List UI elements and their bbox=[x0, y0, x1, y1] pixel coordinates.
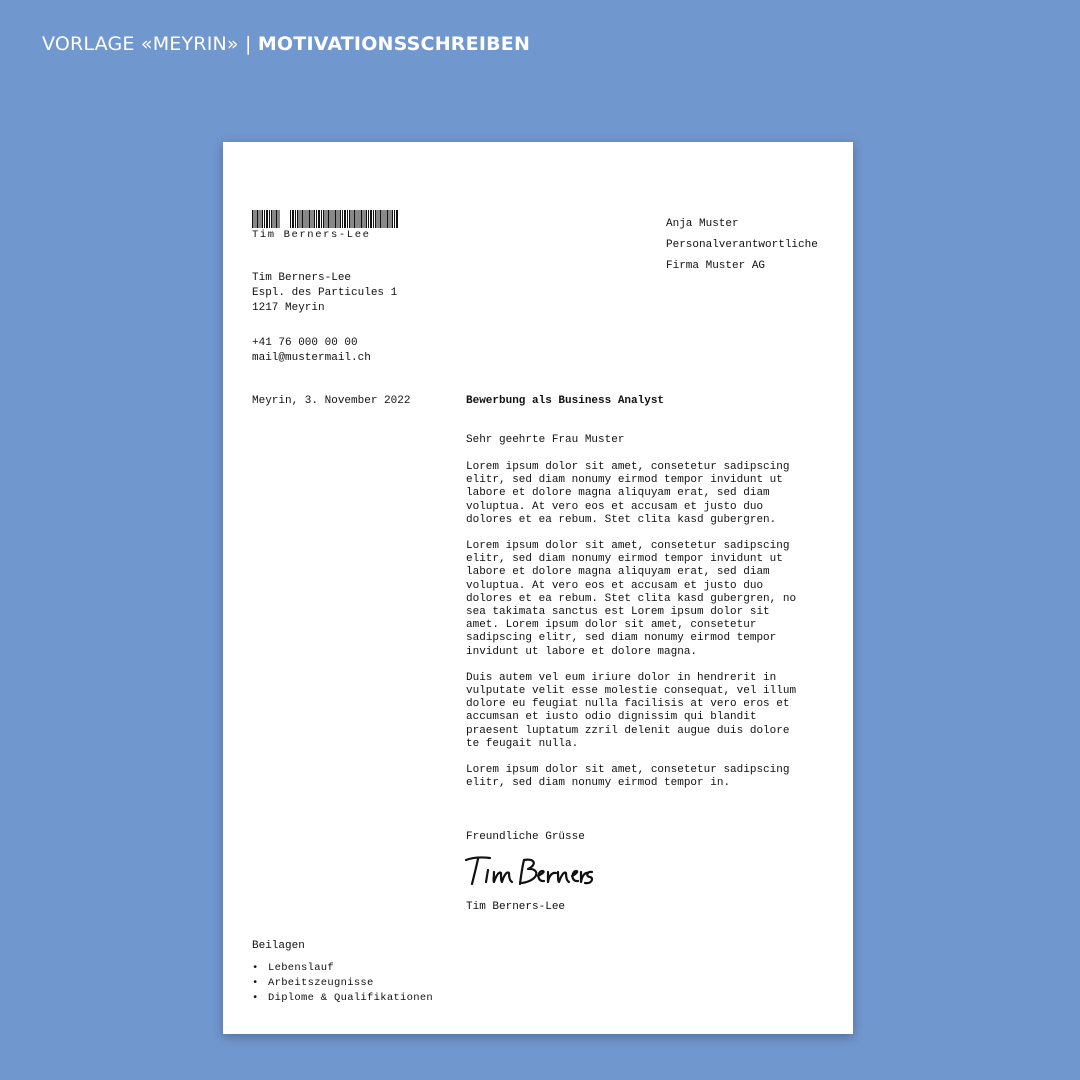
sender-address bbox=[252, 271, 397, 316]
list-item: • Lebenslauf bbox=[252, 962, 335, 974]
recipient-company: Firma Muster AG bbox=[666, 260, 766, 272]
recipient-name: Anja Muster bbox=[666, 218, 739, 230]
sender-contact bbox=[252, 336, 371, 366]
page-banner bbox=[42, 33, 530, 55]
sender-email: mail@mustermail.ch bbox=[252, 352, 371, 364]
recipient-role: Personalverantwortliche bbox=[666, 239, 818, 251]
enclosures-list bbox=[252, 961, 433, 1006]
letter-body bbox=[466, 461, 826, 803]
bullet-icon: • bbox=[252, 992, 259, 1004]
sender-street: Espl. des Particules 1 bbox=[252, 287, 398, 299]
letter-salutation: Sehr geehrte Frau Muster bbox=[466, 434, 625, 446]
barcode-logo bbox=[252, 210, 402, 240]
sender-phone: +41 76 000 00 00 bbox=[252, 337, 358, 349]
letter-page bbox=[223, 142, 853, 1034]
bullet-icon: • bbox=[252, 962, 259, 974]
enclosures-title: Beilagen bbox=[252, 940, 305, 952]
list-item: • Arbeitszeugnisse bbox=[252, 977, 374, 989]
barcode-bars-icon bbox=[252, 210, 402, 230]
body-paragraph: Lorem ipsum dolor sit amet, consetetur sadipscing elitr, sed diam nonumy eirmod tempor in. bbox=[466, 764, 790, 790]
sender-name: Tim Berners-Lee bbox=[252, 272, 352, 284]
letter-subject: Bewerbung als Business Analyst bbox=[466, 395, 665, 407]
handwritten-signature bbox=[464, 854, 594, 893]
list-item: • Diplome & Qualifikationen bbox=[252, 992, 434, 1004]
svg-text:Tim Berners: Tim Berners bbox=[464, 854, 471, 855]
body-paragraph: Lorem ipsum dolor sit amet, consetetur sadipscing elitr, sed diam nonumy eirmod tempor invidunt ut labore et dolore magna aliquyam erat, sed diam voluptua. At vero eos et accusam et justo duo dolores et ea rebum. Stet clita kasd gubergren. bbox=[466, 461, 790, 526]
letter-date: Meyrin, 3. November 2022 bbox=[252, 395, 411, 407]
body-paragraph: Duis autem vel eum iriure dolor in hendrerit in vulputate velit esse molestie consequat, vel illum dolore eu feugiat nulla facilisis at vero eros et accumsan et iusto odio dignissim qui blandit praesent luptatum zzril delenit augue duis dolore te feugait nulla. bbox=[466, 671, 797, 750]
recipient-block bbox=[666, 214, 818, 277]
signer-name: Tim Berners-Lee bbox=[466, 901, 566, 913]
letter-closing: Freundliche Grüsse bbox=[466, 831, 585, 843]
banner-title: MOTIVATIONSSCHREIBEN bbox=[257, 33, 531, 55]
bullet-icon: • bbox=[252, 977, 259, 989]
sender-city: 1217 Meyrin bbox=[252, 302, 325, 314]
barcode-text: Tim Berners-Lee bbox=[252, 229, 371, 241]
banner-prefix: VORLAGE «MEYRIN» | bbox=[42, 33, 258, 55]
body-paragraph: Lorem ipsum dolor sit amet, consetetur sadipscing elitr, sed diam nonumy eirmod tempor invidunt ut labore et dolore magna aliquyam erat, sed diam voluptua. At vero eos et accusam et justo duo dolores et ea rebum. Stet clita kasd gubergren, no sea takimata sanctus est Lorem ipsum dolor sit amet. Lorem ipsum dolor sit amet, consetetur sadipscing elitr, sed diam nonumy eirmod tempor invidunt ut labore et dolore magna. bbox=[466, 540, 797, 658]
